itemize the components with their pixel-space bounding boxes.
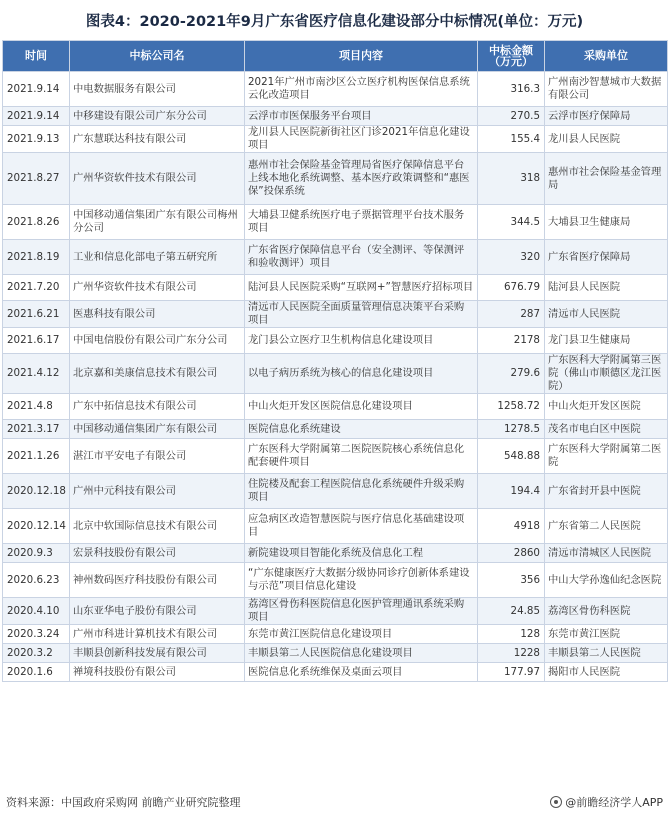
- column-header-amount: [478, 41, 545, 72]
- table-row: [3, 644, 668, 663]
- table-row: [3, 598, 668, 625]
- source-note: 资料来源：中国政府采购网 前瞻产业研究院整理: [6, 796, 241, 809]
- cell-company: 丰顺县创新科技发展有限公司: [70, 644, 245, 663]
- cell-amount: 356: [478, 563, 545, 598]
- cell-time: 2021.8.27: [3, 153, 70, 205]
- cell-time: 2020.4.10: [3, 598, 70, 625]
- table-row: [3, 625, 668, 644]
- cell-project: 住院楼及配套工程医院信息化系统硬件升级采购项目: [245, 474, 478, 509]
- table-row: [3, 205, 668, 240]
- cell-project: 2021年广州市南沙区公立医疗机构医保信息系统云化改造项目: [245, 72, 478, 107]
- cell-buyer: 荔湾区骨伤科医院: [545, 598, 668, 625]
- table-row: [3, 275, 668, 301]
- cell-buyer: 广州南沙智慧城市大数据有限公司: [545, 72, 668, 107]
- cell-company: 工业和信息化部电子第五研究所: [70, 240, 245, 275]
- cell-project: 清远市人民医院全面质量管理信息决策平台采购项目: [245, 301, 478, 328]
- cell-buyer: 东莞市黄江医院: [545, 625, 668, 644]
- page-title: 图表4：2020-2021年9月广东省医疗信息化建设部分中标情况(单位：万元): [85, 13, 584, 30]
- column-header-time: 时间: [3, 41, 70, 72]
- column-header-company: 中标公司名: [70, 41, 245, 72]
- cell-time: 2020.12.14: [3, 509, 70, 544]
- cell-time: 2020.9.3: [3, 544, 70, 563]
- cell-amount: 155.4: [478, 126, 545, 153]
- cell-project: 广东省医疗保障信息平台（安全测评、等保测评和验收测评）项目: [245, 240, 478, 275]
- cell-time: 2021.9.14: [3, 72, 70, 107]
- table-body: [3, 72, 668, 682]
- cell-amount: 24.85: [478, 598, 545, 625]
- cell-company: 广州华资软件技术有限公司: [70, 153, 245, 205]
- cell-company: 医惠科技有限公司: [70, 301, 245, 328]
- cell-buyer: 广东省医疗保障局: [545, 240, 668, 275]
- table-row: [3, 420, 668, 439]
- table-row: [3, 107, 668, 126]
- cell-company: 广东慧联达科技有限公司: [70, 126, 245, 153]
- cell-buyer: 中山大学孙逸仙纪念医院: [545, 563, 668, 598]
- cell-amount: 279.6: [478, 354, 545, 394]
- table-row: [3, 474, 668, 509]
- table-header-row: [3, 41, 668, 72]
- cell-amount: 318: [478, 153, 545, 205]
- column-header-project: 项目内容: [245, 41, 478, 72]
- cell-company: 广州市科进计算机技术有限公司: [70, 625, 245, 644]
- cell-buyer: 丰顺县第二人民医院: [545, 644, 668, 663]
- cell-project: 广东医科大学附属第二医院医院核心系统信息化配套硬件项目: [245, 439, 478, 474]
- cell-time: 2020.6.23: [3, 563, 70, 598]
- cell-buyer: 广东医科大学附属第三医院（佛山市顺德区龙江医院）: [545, 354, 668, 394]
- brand-credit: [550, 794, 663, 810]
- table-row: [3, 544, 668, 563]
- cell-buyer: 龙川县人民医院: [545, 126, 668, 153]
- cell-company: 广东中拓信息技术有限公司: [70, 394, 245, 420]
- cell-project: 大埔县卫健系统医疗电子票据管理平台技术服务项目: [245, 205, 478, 240]
- cell-company: 北京中软国际信息技术有限公司: [70, 509, 245, 544]
- cell-company: 中电数据服务有限公司: [70, 72, 245, 107]
- cell-company: 中国电信股份有限公司广东分公司: [70, 328, 245, 354]
- cell-time: 2020.3.2: [3, 644, 70, 663]
- column-header-buyer: 采购单位: [545, 41, 668, 72]
- cell-time: 2021.9.14: [3, 107, 70, 126]
- cell-time: 2021.8.26: [3, 205, 70, 240]
- table-row: [3, 354, 668, 394]
- cell-buyer: 广东省封开县中医院: [545, 474, 668, 509]
- cell-project: “广东健康医疗大数据分级协同诊疗创新体系建设与示范”项目信息化建设: [245, 563, 478, 598]
- cell-amount: 2860: [478, 544, 545, 563]
- cell-project: 龙川县人民医院新街社区门诊2021年信息化建设项目: [245, 126, 478, 153]
- cell-amount: 344.5: [478, 205, 545, 240]
- cell-amount: 287: [478, 301, 545, 328]
- cell-amount: 676.79: [478, 275, 545, 301]
- cell-amount: 194.4: [478, 474, 545, 509]
- brand-text: @前瞻经济学人APP: [565, 796, 663, 809]
- cell-buyer: 广东省第二人民医院: [545, 509, 668, 544]
- cell-amount: 1258.72: [478, 394, 545, 420]
- cell-project: 陆河县人民医院采购“互联网+”智慧医疗招标项目: [245, 275, 478, 301]
- cell-amount: 2178: [478, 328, 545, 354]
- cell-buyer: 茂名市电白区中医院: [545, 420, 668, 439]
- cell-amount: 548.88: [478, 439, 545, 474]
- cell-company: 中移建设有限公司广东分公司: [70, 107, 245, 126]
- cell-time: 2021.8.19: [3, 240, 70, 275]
- cell-time: 2020.12.18: [3, 474, 70, 509]
- cell-amount: 316.3: [478, 72, 545, 107]
- cell-time: 2021.7.20: [3, 275, 70, 301]
- cell-time: 2021.6.21: [3, 301, 70, 328]
- cell-buyer: 云浮市医疗保障局: [545, 107, 668, 126]
- cell-buyer: 广东医科大学附属第二医院: [545, 439, 668, 474]
- cell-project: 新院建设项目智能化系统及信息化工程: [245, 544, 478, 563]
- cell-amount: 1278.5: [478, 420, 545, 439]
- cell-project: 应急病区改造智慧医院与医疗信息化基础建设项目: [245, 509, 478, 544]
- cell-company: 禅境科技股份有限公司: [70, 663, 245, 682]
- cell-project: 惠州市社会保险基金管理局省医疗保障信息平台上线本地化系统调整、基本医疗政策调整和“惠医保”投保系统: [245, 153, 478, 205]
- table-row: [3, 663, 668, 682]
- table-row: [3, 72, 668, 107]
- cell-company: 中国移动通信集团广东有限公司梅州分公司: [70, 205, 245, 240]
- table-row: [3, 153, 668, 205]
- cell-time: 2020.1.6: [3, 663, 70, 682]
- cell-project: 以电子病历系统为核心的信息化建设项目: [245, 354, 478, 394]
- table-row: [3, 439, 668, 474]
- table-row: [3, 394, 668, 420]
- cell-time: 2020.3.24: [3, 625, 70, 644]
- cell-time: 2021.4.12: [3, 354, 70, 394]
- cell-company: 山东亚华电子股份有限公司: [70, 598, 245, 625]
- table-row: [3, 509, 668, 544]
- cell-company: 广州中元科技有限公司: [70, 474, 245, 509]
- cell-time: 2021.9.13: [3, 126, 70, 153]
- cell-buyer: 惠州市社会保险基金管理局: [545, 153, 668, 205]
- cell-time: 2021.3.17: [3, 420, 70, 439]
- table-row: [3, 240, 668, 275]
- cell-company: 广州华资软件技术有限公司: [70, 275, 245, 301]
- cell-company: 宏景科技股份有限公司: [70, 544, 245, 563]
- cell-buyer: 龙门县卫生健康局: [545, 328, 668, 354]
- table-row: [3, 563, 668, 598]
- cell-time: 2021.1.26: [3, 439, 70, 474]
- cell-project: 龙门县公立医疗卫生机构信息化建设项目: [245, 328, 478, 354]
- cell-project: 云浮市市医保服务平台项目: [245, 107, 478, 126]
- cell-project: 医院信息化系统建设: [245, 420, 478, 439]
- cell-buyer: 中山火炬开发区医院: [545, 394, 668, 420]
- brand-logo-icon: [550, 796, 562, 808]
- cell-buyer: 揭阳市人民医院: [545, 663, 668, 682]
- cell-project: 丰顺县第二人民医院信息化建设项目: [245, 644, 478, 663]
- table-row: [3, 328, 668, 354]
- cell-company: 中国移动通信集团广东有限公司: [70, 420, 245, 439]
- cell-buyer: 陆河县人民医院: [545, 275, 668, 301]
- cell-time: 2021.6.17: [3, 328, 70, 354]
- table-row: [3, 126, 668, 153]
- cell-company: 湛江市平安电子有限公司: [70, 439, 245, 474]
- cell-amount: 4918: [478, 509, 545, 544]
- cell-amount: 320: [478, 240, 545, 275]
- cell-project: 荔湾区骨伤科医院信息化医护管理通讯系统采购项目: [245, 598, 478, 625]
- cell-amount: 270.5: [478, 107, 545, 126]
- cell-company: 北京嘉和美康信息技术有限公司: [70, 354, 245, 394]
- cell-time: 2021.4.8: [3, 394, 70, 420]
- procurement-table: [2, 40, 668, 682]
- cell-project: 医院信息化系统维保及桌面云项目: [245, 663, 478, 682]
- amount-header-text: 中标金额 （万元）: [489, 44, 533, 68]
- cell-amount: 177.97: [478, 663, 545, 682]
- cell-amount: 1228: [478, 644, 545, 663]
- cell-amount: 128: [478, 625, 545, 644]
- cell-buyer: 清远市清城区人民医院: [545, 544, 668, 563]
- cell-buyer: 清远市人民医院: [545, 301, 668, 328]
- cell-project: 东莞市黄江医院信息化建设项目: [245, 625, 478, 644]
- cell-project: 中山火炬开发区医院信息化建设项目: [245, 394, 478, 420]
- cell-company: 神州数码医疗科技股份有限公司: [70, 563, 245, 598]
- cell-buyer: 大埔县卫生健康局: [545, 205, 668, 240]
- table-row: [3, 301, 668, 328]
